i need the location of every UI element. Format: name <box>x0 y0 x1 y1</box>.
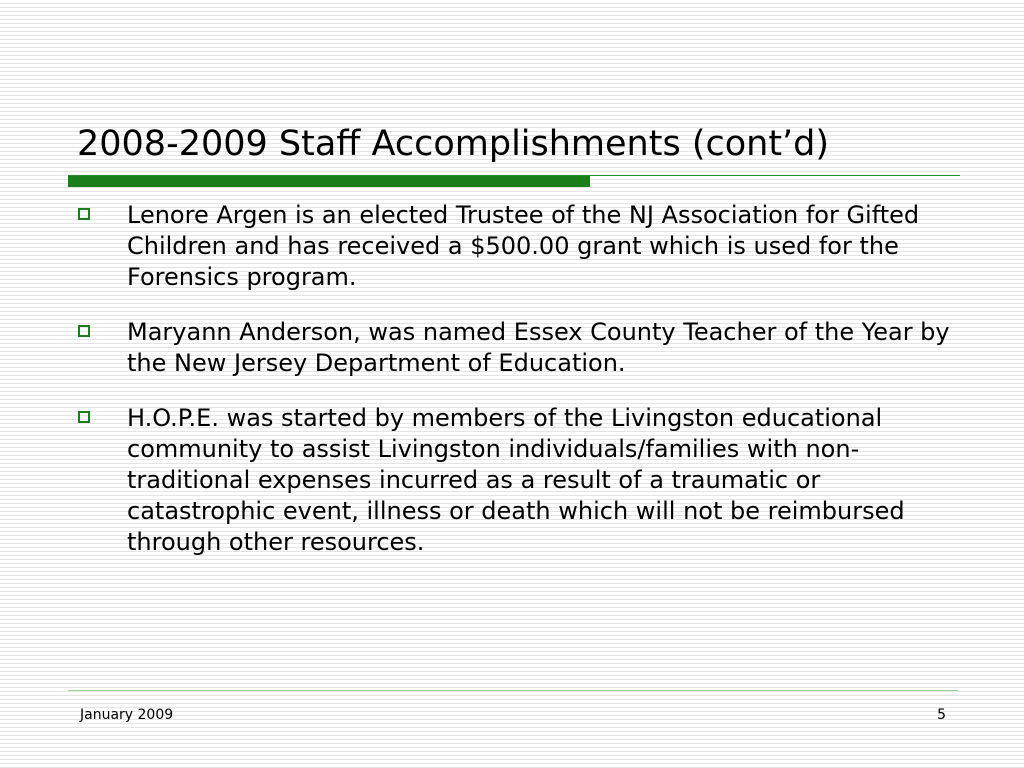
hollow-square-bullet-icon <box>78 325 90 337</box>
bullet-list <box>78 200 958 582</box>
page-number: 5 <box>937 707 946 723</box>
bullet-item <box>78 317 958 379</box>
slide-title: 2008-2009 Staff Accomplishments (cont’d) <box>77 124 830 164</box>
hollow-square-bullet-icon <box>78 411 90 423</box>
hollow-square-bullet-icon <box>78 208 90 220</box>
bullet-text: H.O.P.E. was started by members of the Livingston educational community to assist Livingston individuals/families with non-traditional expenses incurred as a result of a traumatic or catastrophic event, illness or death which will not be reimbursed through other resources. <box>127 404 905 556</box>
footer-divider <box>68 690 958 691</box>
bullet-item <box>78 200 958 293</box>
bullet-text: Maryann Anderson, was named Essex County Teacher of the Year by the New Jersey Department of Education. <box>127 318 950 377</box>
title-divider-accent-bar <box>68 176 590 187</box>
bullet-item <box>78 403 958 558</box>
footer-date: January 2009 <box>80 707 174 723</box>
bullet-text: Lenore Argen is an elected Trustee of the NJ Association for Gifted Children and has received a $500.00 grant which is used for the Forensics program. <box>127 201 920 291</box>
